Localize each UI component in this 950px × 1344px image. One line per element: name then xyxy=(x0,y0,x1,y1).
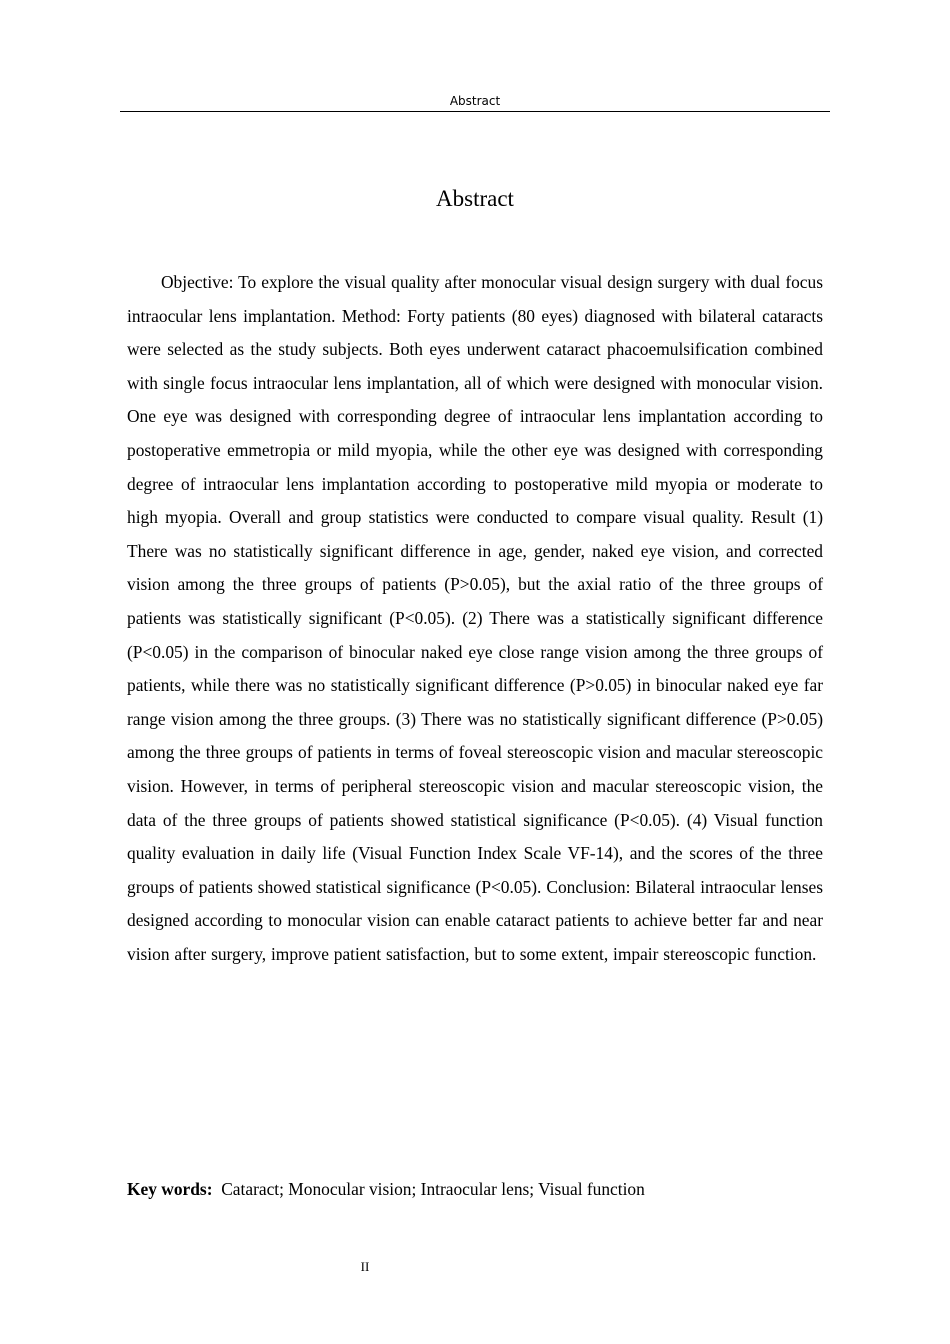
page-title: Abstract xyxy=(436,186,514,211)
page-number: II xyxy=(360,1259,370,1274)
keywords-line xyxy=(127,1173,823,1206)
keywords-text: Cataract; Monocular vision; Intraocular lens; Visual function xyxy=(221,1179,645,1199)
keywords-label: Key words: xyxy=(127,1179,213,1199)
running-header: Abstract xyxy=(120,93,830,112)
abstract-body: Objective: To explore the visual quality after monocular visual design surgery with dual focus intraocular lens implantation. Method: Forty patients (80 eyes) diagnosed with bilateral cataracts were selected as the study subjects. Both eyes underwent cataract phacoemulsification combined with single focus intraocular lens implantation, all of which were designed with monocular vision. One eye was designed with corresponding degree of intraocular lens implantation according to postoperative emmetropia or mild myopia, while the other eye was designed with corresponding degree of intraocular lens implantation according to postoperative mild myopia or moderate to high myopia. Overall and group statistics were conducted to compare visual quality. Result (1) There was no statistically significant difference in age, gender, naked eye vision, and corrected vision among the three groups of patients (P>0.05), but the axial ratio of the three groups of patients was statistically significant (P<0.05). (2) There was a statistically significant difference (P<0.05) in the comparison of binocular naked eye close range vision among the three groups of patients, while there was no statistically significant difference (P>0.05) in binocular naked eye far range vision among the three groups. (3) There was no statistically significant difference (P>0.05) among the three groups of patients in terms of foveal stereoscopic vision and macular stereoscopic vision. However, in terms of peripheral stereoscopic vision and macular stereoscopic vision, the data of the three groups of patients showed statistical significance (P<0.05). (4) Visual function quality evaluation in daily life (Visual Function Index Scale VF-14), and the scores of the three groups of patients showed statistical significance (P<0.05). Conclusion: Bilateral intraocular lenses designed according to monocular vision can enable cataract patients to achieve better far and near vision after surgery, improve patient satisfaction, but to some extent, impair stereoscopic function. xyxy=(127,272,823,964)
